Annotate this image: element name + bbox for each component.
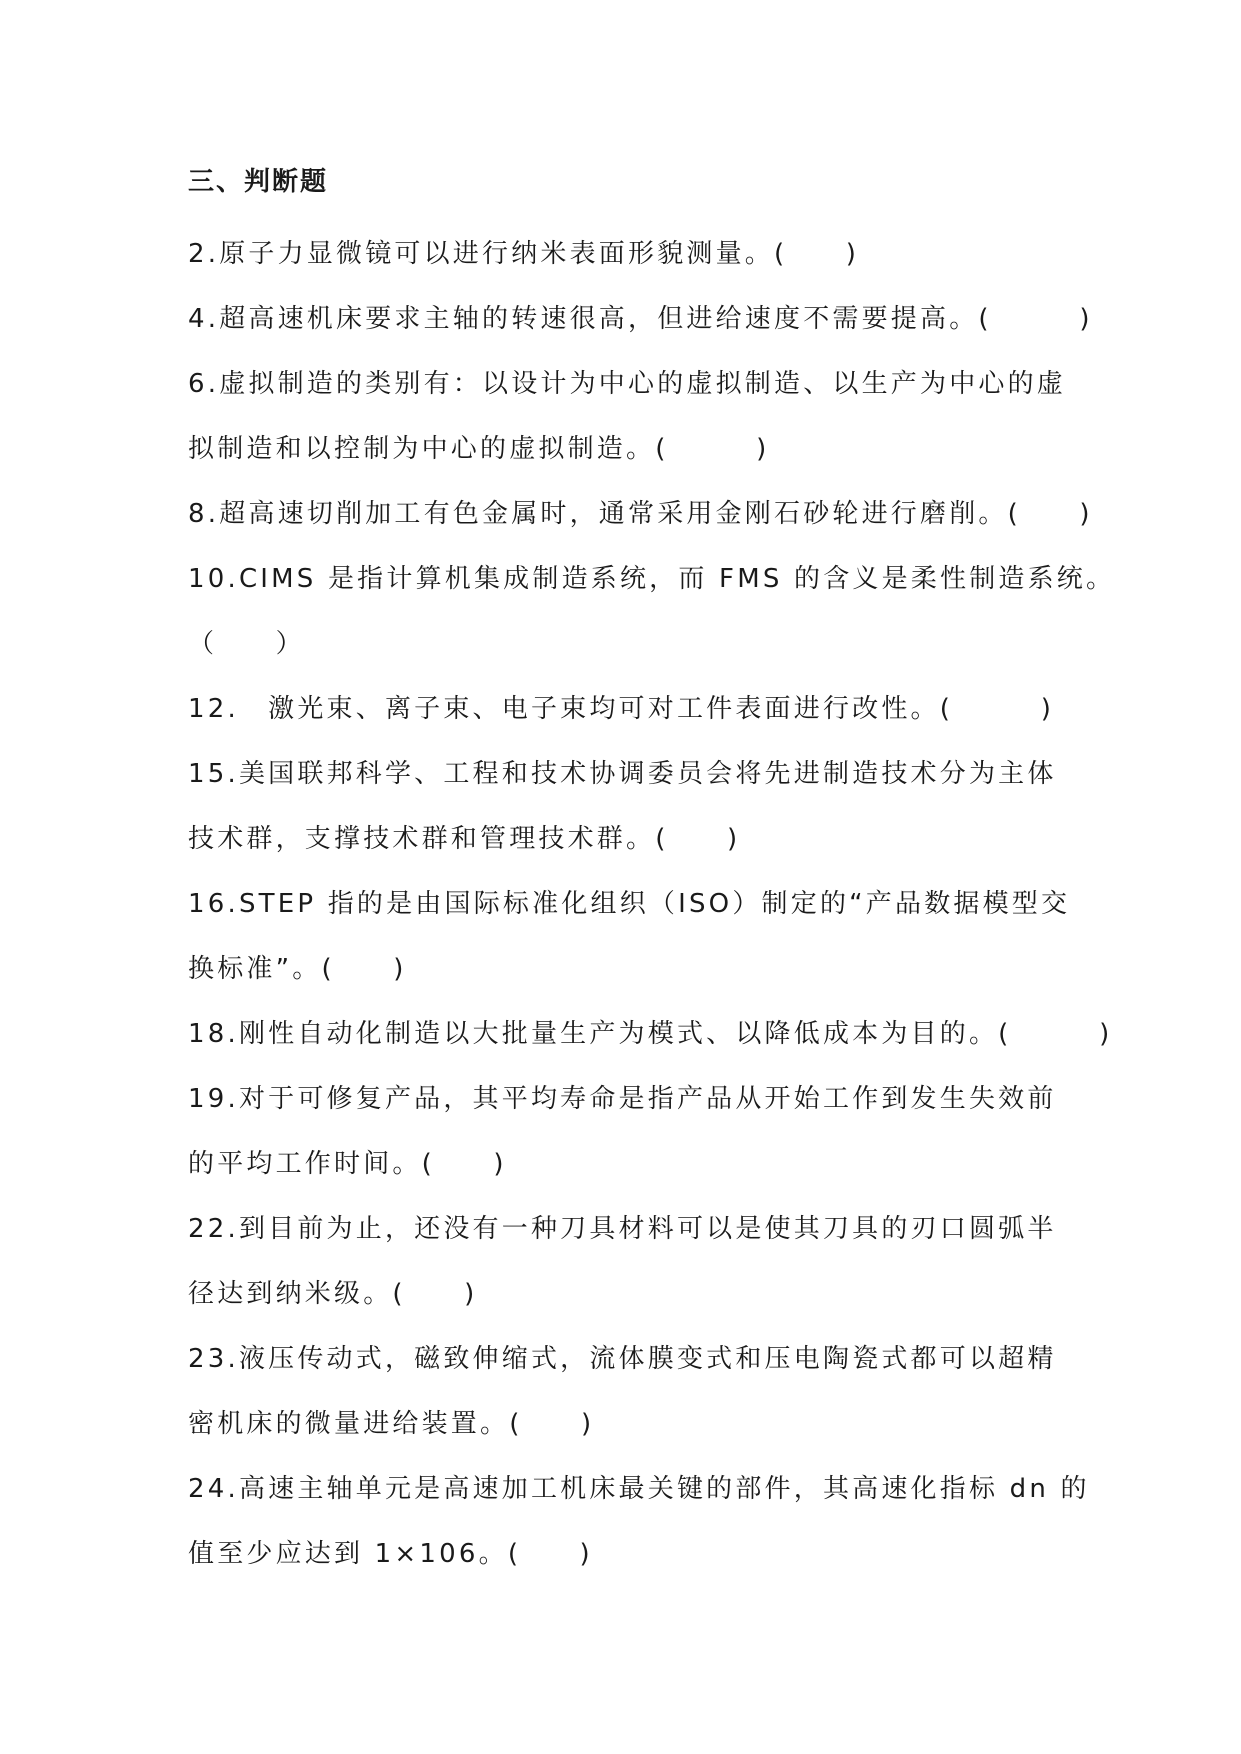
question-text-line: 19.对于可修复产品，其平均寿命是指产品从开始工作到发生失效前 (188, 1084, 1057, 1114)
question-item (188, 287, 1093, 352)
question-text-line: 值至少应达到 1×106。( ) (188, 1539, 593, 1569)
question-text-line: 拟制造和以控制为中心的虚拟制造。( ) (188, 434, 770, 464)
question-text-line: 4.超高速机床要求主轴的转速很高，但进给速度不需要提高。( ) (188, 304, 1093, 334)
question-item (188, 1067, 1088, 1197)
question-item (188, 352, 1088, 482)
question-text-line: 12. 激光束、离子束、电子束均可对工件表面进行改性。( ) (188, 694, 1055, 724)
question-list (188, 222, 1116, 1587)
document-content (188, 158, 1116, 1587)
question-text-line: 6.虚拟制造的类别有：以设计为中心的虚拟制造、以生产为中心的虚 (188, 369, 1067, 399)
question-item (188, 872, 1088, 1002)
question-text-line: 10.CIMS 是指计算机集成制造系统，而 FMS 的含义是柔性制造系统。 (188, 564, 1116, 594)
question-text-line: 18.刚性自动化制造以大批量生产为模式、以降低成本为目的。( ) (188, 1019, 1113, 1049)
question-text-line: 15.美国联邦科学、工程和技术协调委员会将先进制造技术分为主体 (188, 759, 1057, 789)
question-text-line: 22.到目前为止，还没有一种刀具材料可以是使其刀具的刃口圆弧半 (188, 1214, 1057, 1244)
question-text-line: 2.原子力显微镜可以进行纳米表面形貌测量。( ) (188, 239, 860, 269)
question-item (188, 482, 1093, 547)
question-item (188, 677, 1088, 742)
question-text-line: 技术群，支撑技术群和管理技术群。( ) (188, 824, 741, 854)
question-item (188, 222, 1088, 287)
question-text-line: 换标准”。( ) (188, 954, 407, 984)
question-text-line: 的平均工作时间。( ) (188, 1149, 507, 1179)
question-item (188, 742, 1088, 872)
question-item (188, 1457, 1088, 1587)
question-item (188, 1002, 1113, 1067)
question-item (188, 1327, 1088, 1457)
question-text-line: 24.高速主轴单元是高速加工机床最关键的部件，其高速化指标 dn 的 (188, 1474, 1090, 1504)
question-text-line: 23.液压传动式，磁致伸缩式，流体膜变式和压电陶瓷式都可以超精 (188, 1344, 1057, 1374)
section-title: 三、判断题 (188, 167, 329, 197)
question-text-line: 16.STEP 指的是由国际标准化组织（ISO）制定的“产品数据模型交 (188, 889, 1071, 919)
question-text-line: 密机床的微量进给装置。( ) (188, 1409, 595, 1439)
question-item (188, 1197, 1088, 1327)
question-text-line: 8.超高速切削加工有色金属时，通常采用金刚石砂轮进行磨削。( ) (188, 499, 1093, 529)
question-item (188, 547, 1116, 677)
question-text-line: 径达到纳米级。( ) (188, 1279, 478, 1309)
question-text-line: （ ） (188, 629, 305, 659)
